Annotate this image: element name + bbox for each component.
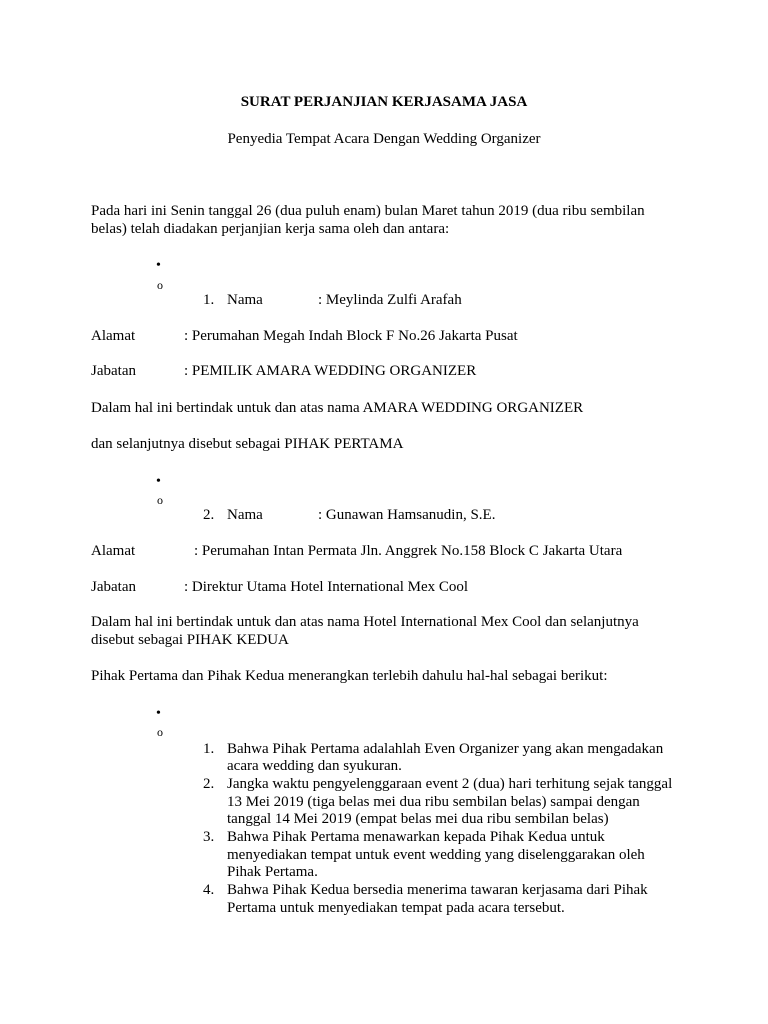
statement-text: Pihak Pertama dan Pihak Kedua menerangkan terlebih dahulu hal-hal sebagai berikut: — [91, 668, 608, 684]
bullet-marker: • — [156, 706, 161, 721]
party2-behalf-line-2: disebut sebagai PIHAK KEDUA — [91, 632, 289, 648]
document-title: SURAT PERJANJIAN KERJASAMA JASA — [240, 94, 528, 110]
point-1-line-1: Bahwa Pihak Pertama adalahlah Even Organizer yang akan mengadakan — [227, 741, 664, 757]
point-4-line-1: Bahwa Pihak Kedua bersedia menerima tawaran kerjasama dari Pihak — [227, 882, 648, 898]
point-3-number: 3. — [203, 829, 215, 845]
party2-alamat-label: Alamat — [91, 543, 136, 559]
point-2-line-1: Jangka waktu pengyelenggaraan event 2 (dua) hari terhitung sejak tanggal — [227, 776, 673, 792]
party1-alamat-value: : Perumahan Megah Indah Block F No.26 Jakarta Pusat — [184, 328, 518, 344]
circle-marker: o — [157, 278, 163, 292]
party1-number: 1. — [203, 292, 215, 308]
point-3-line-3: Pihak Pertama. — [227, 864, 318, 880]
bullet-marker: • — [156, 474, 161, 489]
point-1-line-2: acara wedding dan syukuran. — [227, 758, 402, 774]
point-3-line-2: menyediakan tempat untuk event wedding yang diselenggarakan oleh — [227, 847, 645, 863]
point-1-number: 1. — [203, 741, 215, 757]
bullet-marker: • — [156, 258, 161, 273]
intro-line-2: belas) telah diadakan perjanjian kerja sama oleh dan antara: — [91, 221, 450, 237]
party1-behalf: Dalam hal ini bertindak untuk dan atas nama AMARA WEDDING ORGANIZER — [91, 400, 584, 416]
document-subtitle: Penyedia Tempat Acara Dengan Wedding Organizer — [227, 131, 541, 147]
party2-number: 2. — [203, 507, 215, 523]
intro-line-1: Pada hari ini Senin tanggal 26 (dua puluh enam) bulan Maret tahun 2019 (dua ribu sembilan — [91, 203, 645, 219]
party1-alamat-label: Alamat — [91, 328, 136, 344]
point-2-line-3: tanggal 14 Mei 2019 (empat belas mei dua ribu sembilan belas) — [227, 811, 609, 827]
point-2-line-2: 13 Mei 2019 (tiga belas mei dua ribu sembilan belas) sampai dengan — [227, 794, 640, 810]
party2-nama-label: Nama — [227, 507, 263, 523]
point-3-line-1: Bahwa Pihak Pertama menawarkan kepada Pihak Kedua untuk — [227, 829, 605, 845]
party1-nama-value: : Meylinda Zulfi Arafah — [318, 292, 462, 308]
party1-referred: dan selanjutnya disebut sebagai PIHAK PERTAMA — [91, 436, 404, 452]
party2-jabatan-value: : Direktur Utama Hotel International Mex Cool — [184, 579, 469, 595]
party1-jabatan-label: Jabatan — [91, 363, 136, 379]
party1-nama-label: Nama — [227, 292, 263, 308]
point-2-number: 2. — [203, 776, 215, 792]
point-4-number: 4. — [203, 882, 215, 898]
party2-nama-value: : Gunawan Hamsanudin, S.E. — [318, 507, 496, 523]
circle-marker: o — [157, 725, 163, 739]
party2-behalf-line-1: Dalam hal ini bertindak untuk dan atas nama Hotel International Mex Cool dan selanjutnya — [91, 614, 639, 630]
party2-alamat-value: : Perumahan Intan Permata Jln. Anggrek No.158 Block C Jakarta Utara — [194, 543, 623, 559]
party2-jabatan-label: Jabatan — [91, 579, 136, 595]
point-4-line-2: Pertama untuk menyediakan tempat pada acara tersebut. — [227, 900, 565, 916]
circle-marker: o — [157, 493, 163, 507]
party1-jabatan-value: : PEMILIK AMARA WEDDING ORGANIZER — [184, 363, 477, 379]
